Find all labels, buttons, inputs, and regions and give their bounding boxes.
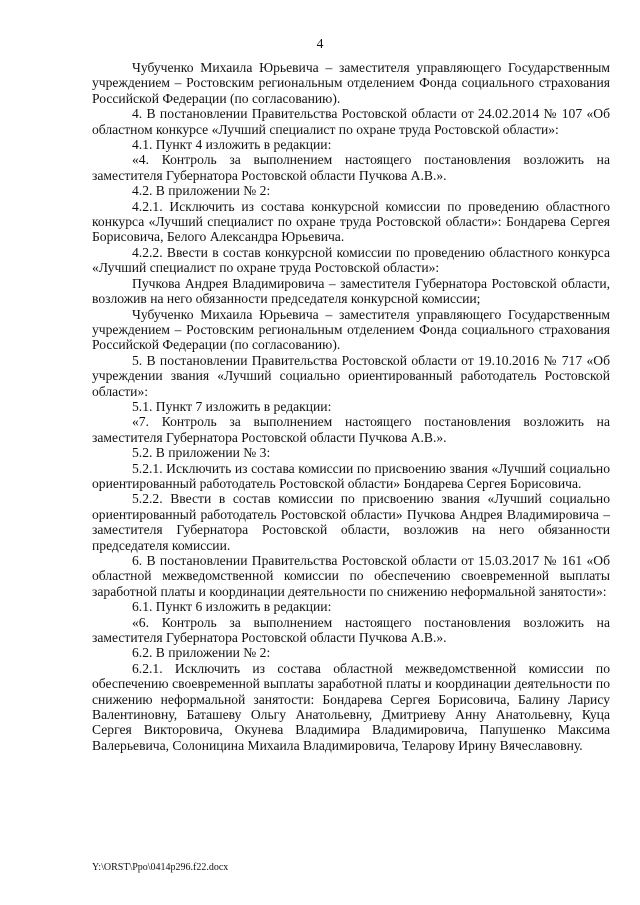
paragraph: 5.2.1. Исключить из состава комиссии по присвоению звания «Лучший социально ориентированный работодатель Ростовской области» Бондарева Сергея Борисовича.	[92, 460, 610, 491]
paragraph: 5.2. В приложении № 3:	[132, 445, 271, 461]
paragraph: 4.2.2. Ввести в состав конкурсной комиссии по проведению областного конкурса «Лучший специалист по охране труда Ростовской области»:	[92, 244, 610, 276]
paragraph: Чубученко Михаила Юрьевича – заместителя управляющего Государственным учреждением – Ростовским региональным отделением Фонда социального страхования Российской Федерации (по согласованию).	[92, 60, 610, 106]
paragraph: 5.2.2. Ввести в состав комиссии по присвоению звания «Лучший социально ориентированный работодатель Ростовской области» Пучкова Андрея Владимировича – заместителя Губернатора Ростовской области, возложив на него обязанности председателя комиссии.	[92, 491, 610, 553]
paragraph: 6.1. Пункт 6 изложить в редакции:	[132, 599, 332, 615]
paragraph: 6.2. В приложении № 2:	[132, 645, 271, 661]
paragraph: «6. Контроль за выполнением настоящего постановления возложить на заместителя Губернатора Ростовской области Пучкова А.В.».	[92, 614, 610, 646]
paragraph: Пучкова Андрея Владимировича – заместителя Губернатора Ростовской области, возложив на него обязанности председателя конкурсной комиссии;	[92, 275, 610, 307]
paragraph: «7. Контроль за выполнением настоящего постановления возложить на заместителя Губернатора Ростовской области Пучкова А.В.».	[92, 414, 610, 445]
file-path-footer: Y:\ORST\Ppo\0414p296.f22.docx	[92, 862, 229, 873]
document-body	[92, 60, 610, 753]
paragraph: 5.1. Пункт 7 изложить в редакции:	[132, 398, 332, 414]
paragraph: 6.2.1. Исключить из состава областной межведомственной комиссии по обеспечению своевременной выплаты заработной платы и координации деятельности по снижению неформальной занятости: Бондарева Сергея Борисовича, Балину Ларису Валентиновну, Баташеву Ольгу Анатольевну, Дмитриеву Анну Анатольевну, Куца Сергея Викторовича, Окунева Владимира Владимировича, Папушенко Максима Валерьевича, Солоницина Михаила Владимировича, Теларову Ирину Вячеславовну.	[92, 660, 610, 753]
paragraph: «4. Контроль за выполнением настоящего постановления возложить на заместителя Губернатора Ростовской области Пучкова А.В.».	[92, 152, 610, 183]
paragraph: 6. В постановлении Правительства Ростовской области от 15.03.2017 № 161 «Об областной межведомственной комиссии по обеспечению своевременной выплаты заработной платы и координации деятельности по снижению неформальной занятости»:	[92, 553, 610, 599]
paragraph: Чубученко Михаила Юрьевича – заместителя управляющего Государственным учреждением – Ростовским региональным отделением Фонда социального страхования Российской Федерации (по согласованию).	[92, 306, 610, 353]
paragraph: 4.2. В приложении № 2:	[132, 183, 271, 199]
page-number: 4	[316, 36, 324, 51]
paragraph: 4.1. Пункт 4 изложить в редакции:	[132, 137, 332, 153]
paragraph: 4.2.1. Исключить из состава конкурсной комиссии по проведению областного конкурса «Лучший специалист по охране труда Ростовской области»: Бондарева Сергея Борисовича, Белого Александра Юрьевича.	[92, 198, 610, 245]
paragraph: 4. В постановлении Правительства Ростовской области от 24.02.2014 № 107 «Об областном конкурсе «Лучший специалист по охране труда Ростовской области»:	[92, 106, 610, 137]
paragraph: 5. В постановлении Правительства Ростовской области от 19.10.2016 № 717 «Об учреждении звания «Лучший социально ориентированный работодатель Ростовской области»:	[92, 352, 610, 399]
